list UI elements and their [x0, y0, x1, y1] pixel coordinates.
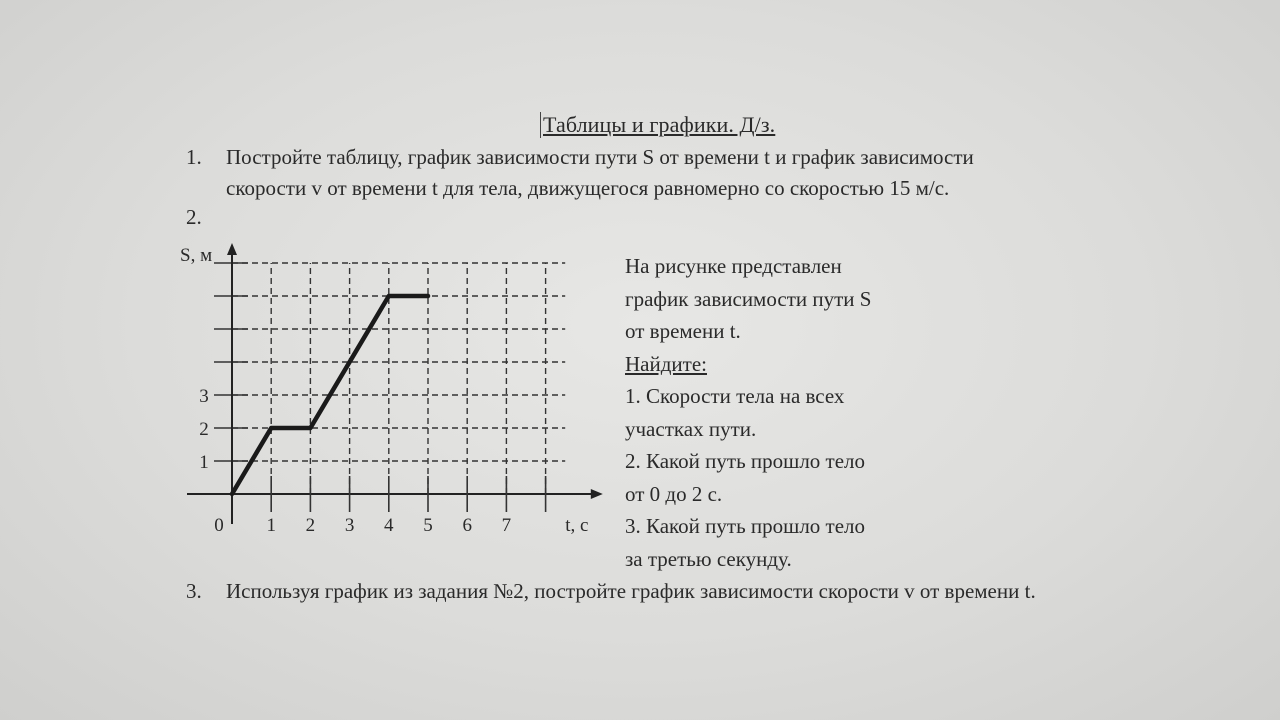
graph-axes: [187, 243, 603, 524]
task-1-number: 1.: [186, 145, 202, 169]
task-3-text: Используя график из задания №2, постройте график зависимости скорости v от времени t.: [226, 579, 1036, 603]
s-t-graph: [170, 235, 620, 555]
desc-question-2a: 2. Какой путь прошло тело: [625, 449, 866, 473]
desc-line-2: график зависимости пути S: [625, 286, 872, 311]
desc-question-3a: 3. Какой путь прошло тело: [625, 514, 866, 538]
task-1-text: [226, 142, 974, 204]
x-tick-label: 4: [384, 515, 394, 536]
desc-question-1a: 1. Скорости тела на всех: [625, 384, 845, 408]
y-tick-label: 3: [199, 386, 209, 407]
page-title: Таблицы и графики. Д/з.: [540, 112, 775, 138]
series-line-s-t: [232, 296, 428, 494]
task-1: [186, 142, 1146, 206]
task-2-description: [625, 250, 871, 575]
origin-label: 0: [214, 515, 224, 536]
y-axis-label: S, м: [180, 245, 213, 266]
x-tick-label: 1: [266, 515, 276, 536]
x-tick-label: 7: [501, 515, 512, 536]
desc-question-1b: участках пути.: [625, 416, 757, 441]
desc-find-heading: Найдите:: [625, 351, 707, 376]
desc-line-1: На рисунке представлен: [625, 254, 842, 278]
x-axis-arrow: [591, 489, 603, 499]
y-tick-label: 2: [199, 419, 209, 440]
y-tick-label: 1: [199, 452, 209, 473]
desc-line-3: от времени t.: [625, 319, 741, 343]
graph-labels: [180, 245, 588, 536]
x-tick-label: 5: [423, 515, 433, 536]
x-axis-label: t, c: [565, 515, 589, 536]
desc-question-3b: за третью секунду.: [625, 546, 792, 571]
graph-series: [232, 296, 428, 494]
task-3-number: 3.: [186, 579, 202, 603]
x-tick-label: 3: [344, 515, 355, 536]
desc-question-2b: от 0 до 2 с.: [625, 481, 723, 506]
task-2-number: 2.: [186, 205, 202, 229]
y-axis-arrow: [227, 243, 237, 255]
task-3: [186, 576, 1186, 608]
x-tick-label: 6: [462, 515, 472, 536]
task-1-line-1: Постройте таблицу, график зависимости пути S от времени t и график зависимости: [226, 145, 974, 169]
task-1-line-2: скорости v от времени t для тела, движущегося равномерно со скоростью 15 м/с.: [226, 176, 950, 200]
x-tick-label: 2: [305, 515, 316, 536]
